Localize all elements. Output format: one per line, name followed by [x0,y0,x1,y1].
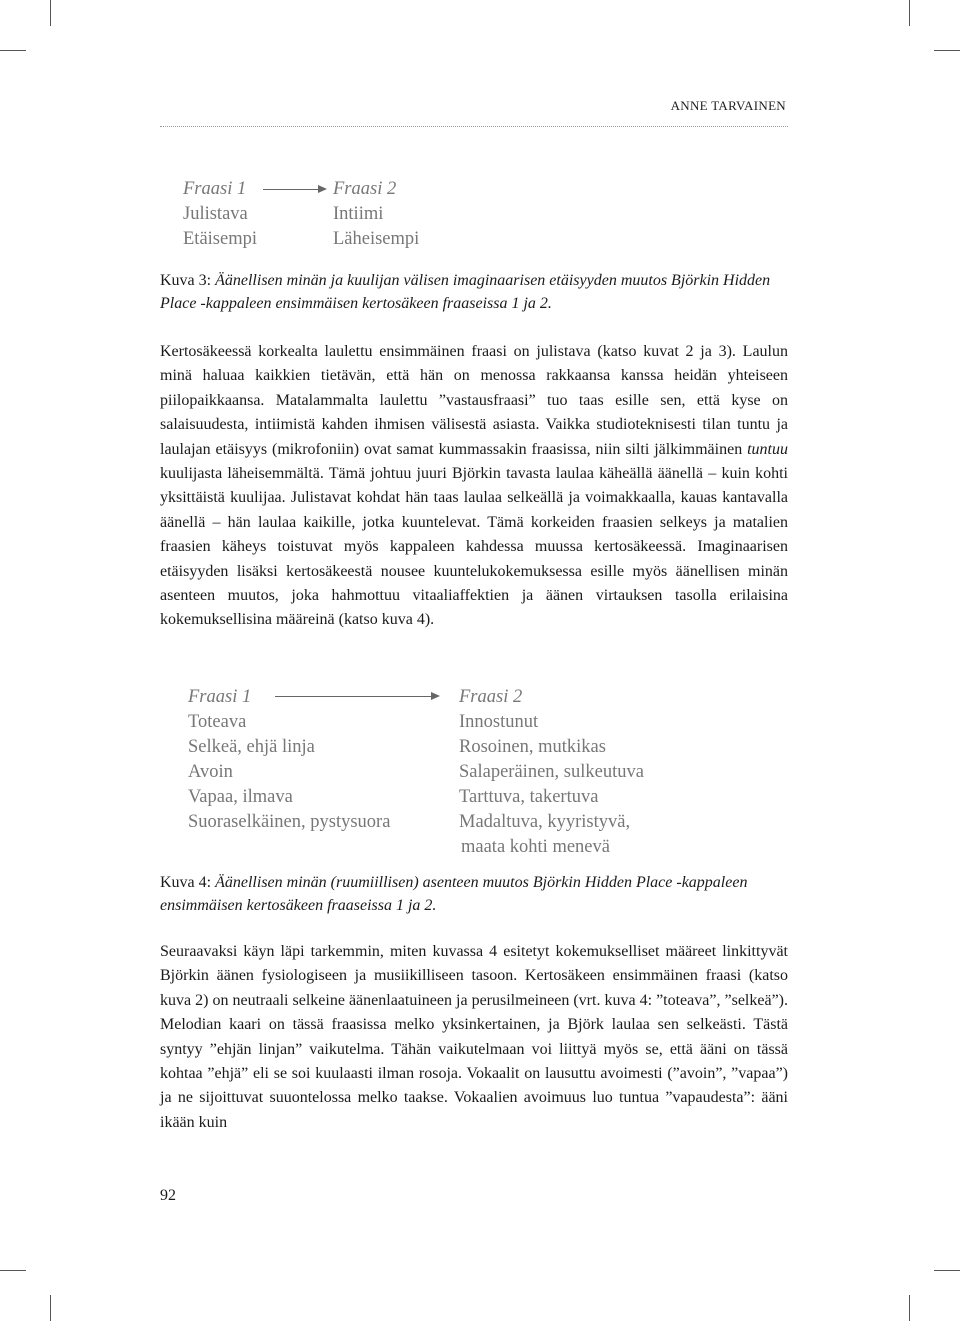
figure-4-item: maata kohti menevä [461,837,610,857]
figure-4-item: Rosoinen, mutkikas [459,737,606,757]
figure-3-heading-1: Fraasi 1 [183,179,247,199]
emphasis: tuntuu [747,440,788,458]
figure-4-item: Vapaa, ilmava [188,787,293,807]
figure-4-item: Salaperäinen, sulkeutuva [459,762,644,782]
crop-mark [909,1295,910,1321]
figure-4-col-2 [459,685,644,860]
figure-4-item: Selkeä, ehjä linja [188,737,315,757]
figure-3-col-2 [333,177,419,252]
crop-mark [50,0,51,26]
crop-mark [0,1270,26,1271]
figure-4-col-1 [188,685,390,835]
crop-mark [0,50,26,51]
figure-3-item: Julistava [183,204,248,224]
caption-text: Äänellisen minän (ruumiillisen) asenteen muutos Björkin Hidden Place -kappaleen ensimmäisen kertosäkeen fraaseissa 1 ja 2. [160,874,748,914]
figure-4-caption [160,871,788,917]
paragraph-text: Kertosäkeessä korkealta laulettu ensimmäinen fraasi on julistava (katso kuvat 2 ja 3). Laulun minä haluaa kaikkien tietävän, että hän on menossa rakkaansa kanssa heidän yhteiseen piilopaikkaansa. Matalammalta laulettu ”vastausfraasi” tuo taas esille sen, että kyse on salaisuudesta, intiimistä kahden ihmisen välisestä asiasta. Vaikka studioteknisesti tilan tuntu ja laulajan etäisyys (mikrofoniin) ovat samat kummassakin fraasissa, niin silti jälkimmäinen [160,343,788,458]
figure-4-heading-2: Fraasi 2 [459,687,523,707]
figure-4-arrow [275,696,438,697]
figure-4-heading-1: Fraasi 1 [188,687,252,707]
body-paragraph: Seuraavaksi käyn läpi tarkemmin, miten kuvassa 4 esitetyt kokemukselliset määreet linkittyvät Björkin äänen fysiologiseen ja musiikilliseen tasoon. Kertosäkeen ensimmäinen fraasi (katso kuva 2) on neutraali selkeine äänenlaatuineen ja perusilmeineen (vrt. kuva 4: ”toteava”, ”selkeä”). Melodian kaari on tässä fraasissa melko yksinkertainen, ja Björk laulaa sen selkeästi. Tästä syntyy ”ehjän linjan” vaikutelma. Tähän vaikutelmaan voi liittyä myös se, että ääni on tässä kohtaa ”ehjä” eli se soi kuulaasti ilman rosoja. Vokaalit on lausuttu avoimesti (”avoin”, ”vapaa”) ja ne sijoittuvat suuontelossa melko taakse. Vokaalien avoimuus luo tuntua ”vapaudesta”: ääni ikään kuin [160,943,788,1131]
crop-mark [934,50,960,51]
figure-3-item: Intiimi [333,204,384,224]
figure-4-item: Innostunut [459,712,539,732]
figure-3-item: Läheisempi [333,229,420,249]
figure-4-item: Tarttuva, takertuva [459,787,599,807]
body-paragraph [160,340,788,633]
crop-mark [909,0,910,26]
caption-text: Äänellisen minän ja kuulijan välisen imaginaarisen etäisyyden muutos Björkin Hidden Place -kappaleen ensimmäisen kertosäkeen fraaseissa 1 ja 2. [160,272,771,312]
figure-3-col-1 [183,177,257,252]
figure-4-item: Avoin [188,762,233,782]
figure-3-heading-2: Fraasi 2 [333,179,397,199]
figure-4-item: Suoraselkäinen, pystysuora [188,812,391,832]
header-rule [160,126,788,127]
running-header: ANNE TARVAINEN [670,98,786,113]
crop-mark [934,1270,960,1271]
figure-4-item: Toteava [188,712,247,732]
page-number: 92 [160,1187,176,1204]
paragraph-text: kuulijasta läheisemmältä. Tämä johtuu juuri Björkin tavasta laulaa käheällä äänellä – kuin kohti yksittäistä kuulijaa. Julistavat kohdat hän taas laulaa selkeällä ja voimakkaalla, kauas kantavalla äänellä – hän laulaa kaikille, jotka kuuntelevat. Tämä korkeiden fraasien selkeys ja matalien fraasien käheys toistuvat myös kappaleen kahdessa muussa kertosäkeessä. Imaginaarisen etäisyyden lisäksi kertosäkeestä nousee kuuntelukokemuksessa esille myös äänellisen minän asenteen muutos, joka hahmottuu vitaaliaffektien ja äänen virtauksen tasolla erilaisina kokemuksellisina määreinä (katso kuva 4). [160,465,788,629]
caption-label: Kuva 3: [160,272,216,289]
figure-4-item: Madaltuva, kyyristyvä, [459,812,631,832]
caption-label: Kuva 4: [160,874,216,891]
figure-3-caption [160,269,788,315]
figure-3-arrow [263,189,325,190]
figure-3-item: Etäisempi [183,229,257,249]
crop-mark [50,1295,51,1321]
